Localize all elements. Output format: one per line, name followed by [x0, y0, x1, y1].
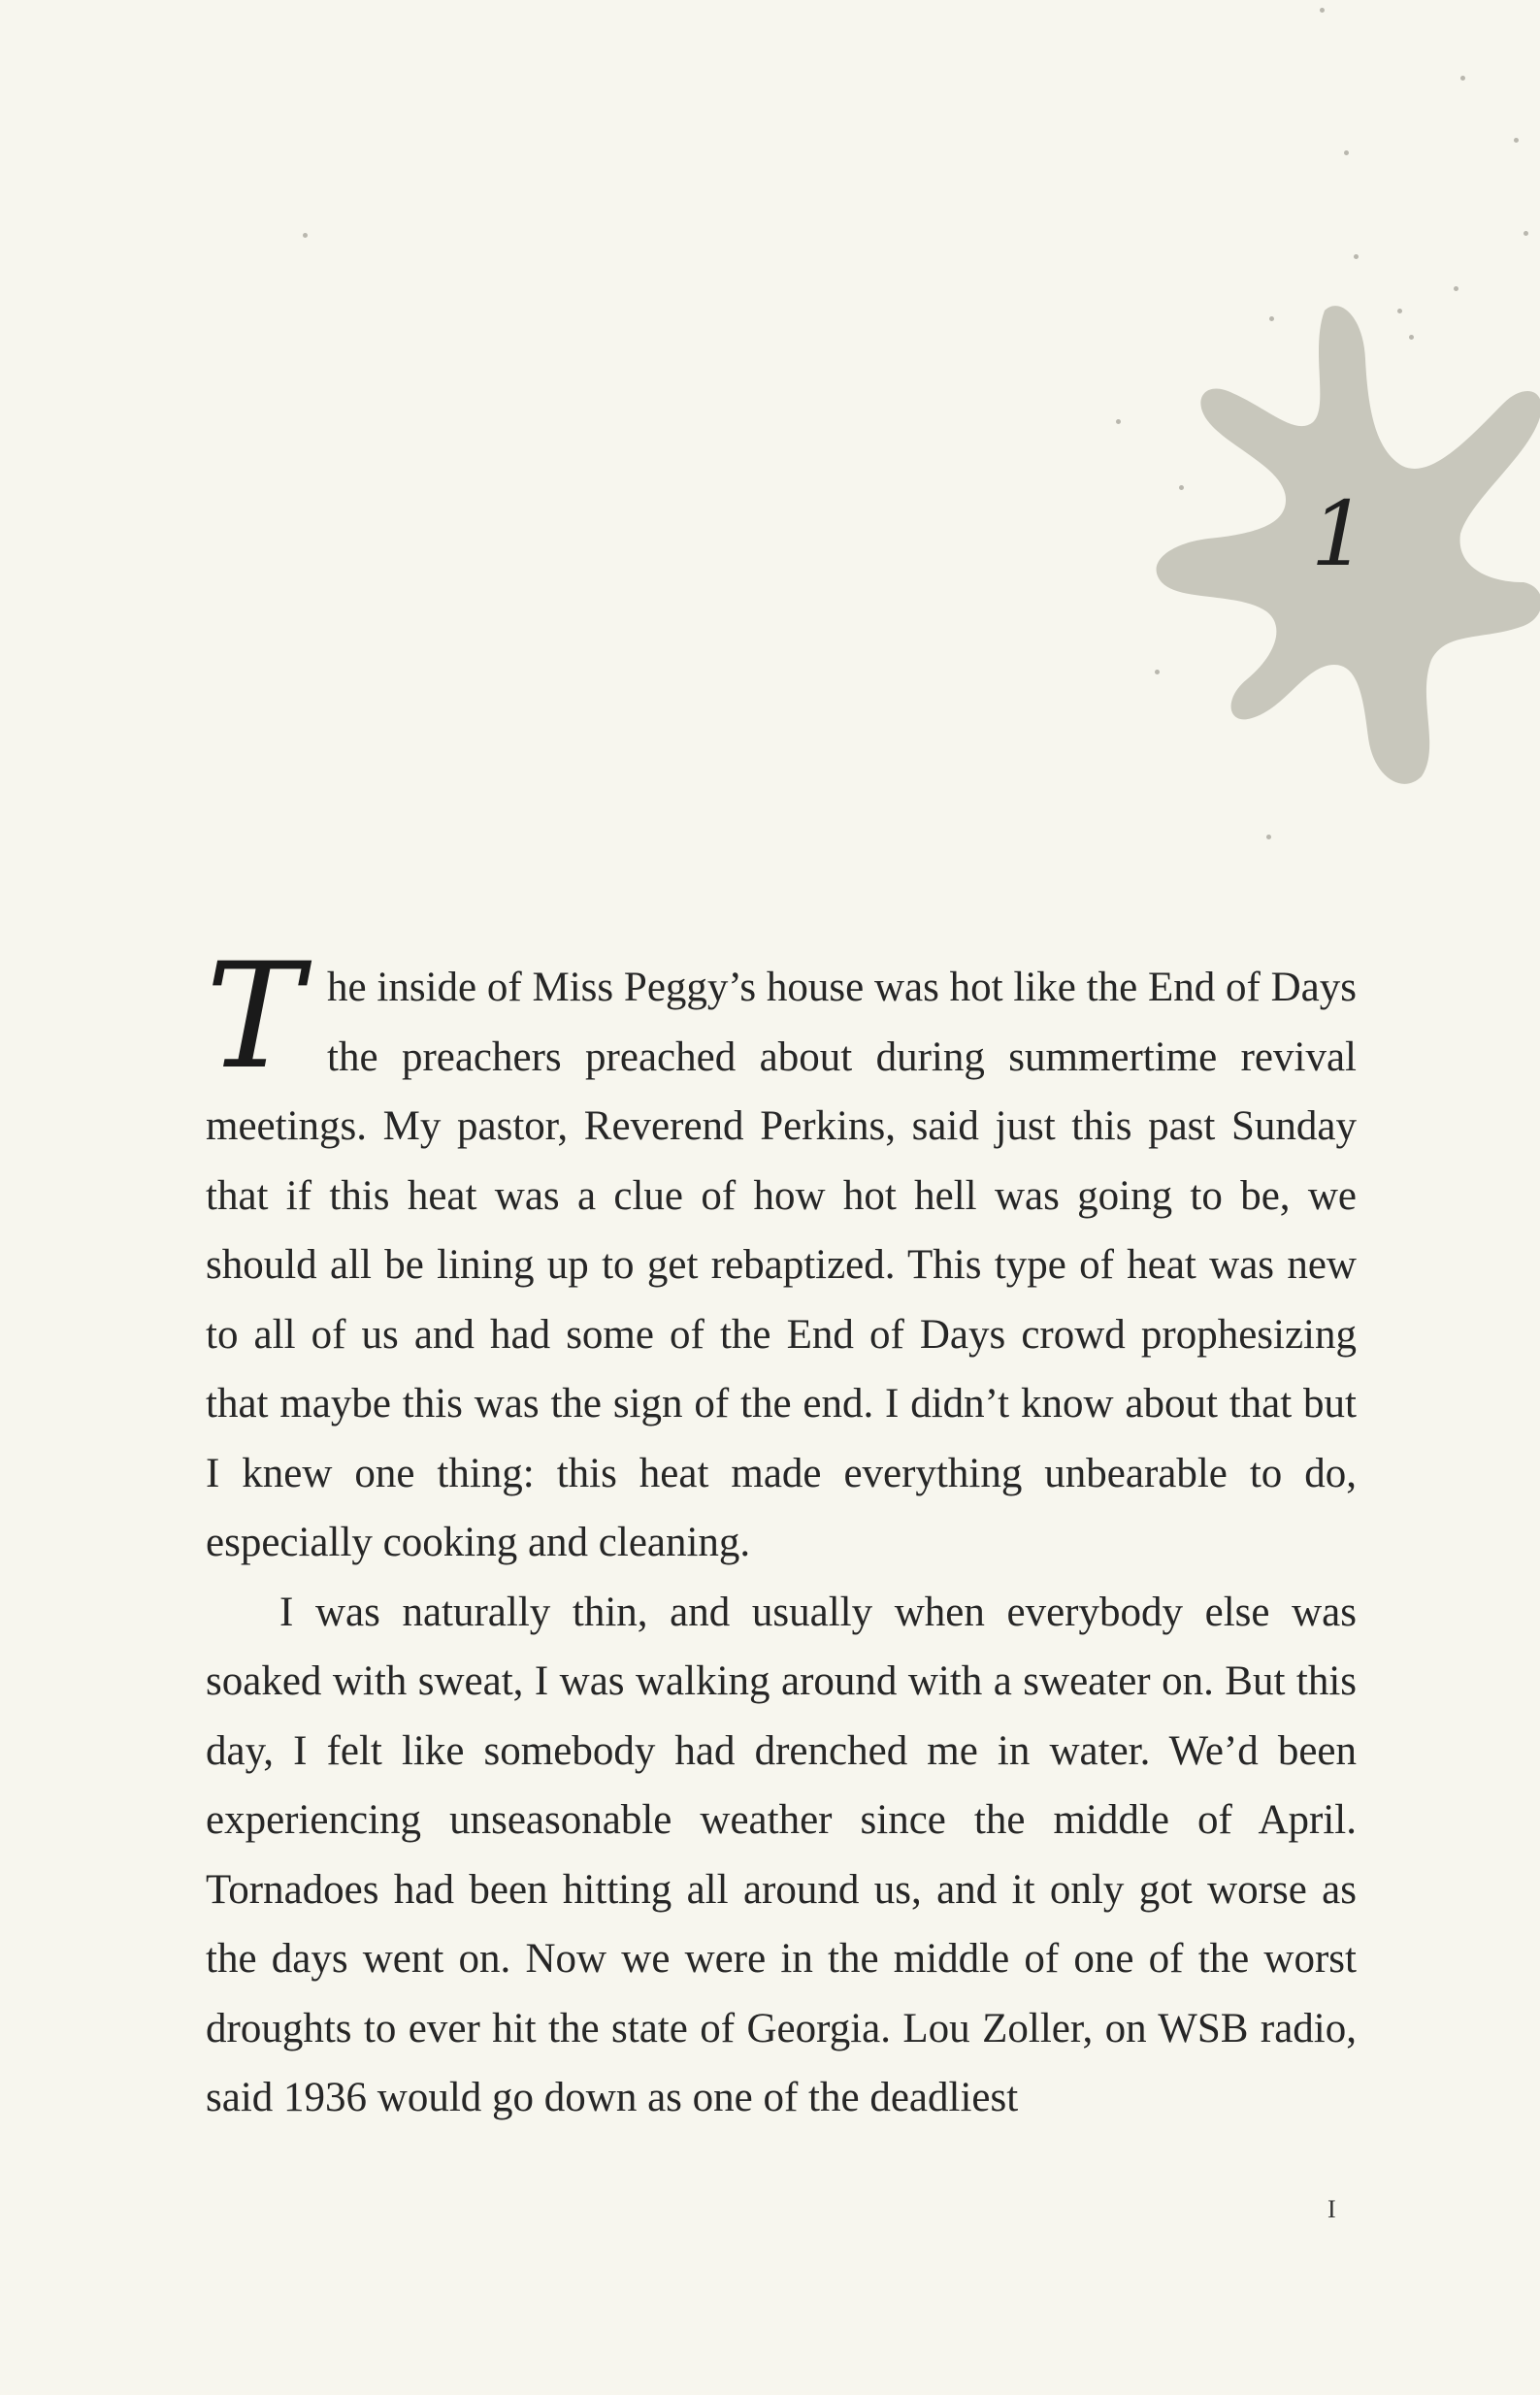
ink-speck: [1266, 835, 1271, 839]
drop-cap: T: [206, 933, 304, 1101]
ink-speck: [303, 233, 308, 238]
paragraph-text: I was naturally thin, and usually when everybody else was soaked with sweat, I was walking around with a sweater on. But this day, I felt like somebody had drenched me in water. We’d been experiencing unseasonable weather since the middle of April. Tornadoes had been hitting all around us, and it only got worse as the days went on. Now we were in the middle of one of the worst droughts to ever hit the state of Georgia. Lou Zoller, on WSB radio, said 1936 would go down as one of the deadliest: [206, 1589, 1357, 2120]
ink-speck: [1354, 254, 1359, 259]
chapter-number: 1: [1310, 482, 1368, 586]
body-text: [206, 933, 1357, 2133]
ink-speck: [1116, 419, 1121, 424]
page-number: I: [1327, 2195, 1336, 2223]
ink-speck: [1514, 138, 1519, 143]
ink-speck: [1344, 150, 1349, 155]
paragraph: [206, 1578, 1357, 2133]
ink-speck: [1320, 8, 1325, 13]
paragraph-text: he inside of Miss Peggy’s house was hot like the End of Days the preachers preached about during summertime revival meetings. My pastor, Reverend Perkins, said just this past Sunday that if this heat was a clue of how hot hell was going to be, we should all be lining up to get rebaptized. This type of heat was new to all of us and had some of the End of Days crowd prophesizing that maybe this was the sign of the end. I didn’t know about that but I knew one thing: this heat made everything unbearable to do, especially cooking and cleaning.: [206, 965, 1357, 1565]
ink-speck: [1524, 231, 1528, 236]
ink-speck: [1460, 76, 1465, 81]
paragraph: [206, 933, 1357, 1578]
